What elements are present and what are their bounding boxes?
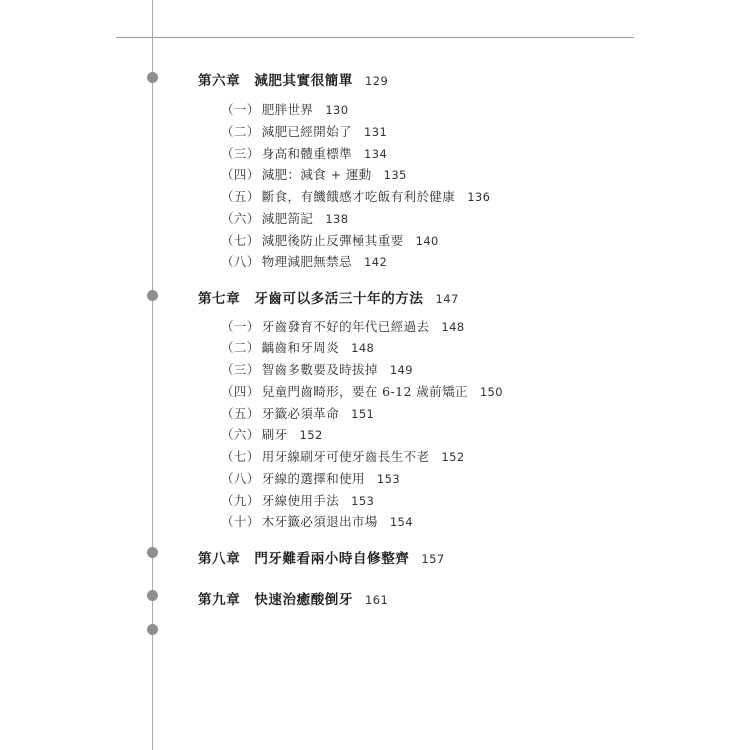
toc-entry[interactable] xyxy=(221,425,323,443)
toc-entry[interactable] xyxy=(221,144,387,162)
chapter-page: 129 xyxy=(365,74,389,88)
chapter-page: 161 xyxy=(365,593,389,607)
entry-index: （七） xyxy=(221,449,260,464)
entry-page: 149 xyxy=(389,363,413,377)
entry-index: （四） xyxy=(221,167,260,182)
chapter-title: 牙齒可以多活三十年的方法 xyxy=(254,291,424,307)
entry-page: 131 xyxy=(364,125,388,139)
entry-index: （一） xyxy=(221,319,260,334)
toc-entry[interactable] xyxy=(221,382,503,400)
toc-entry[interactable] xyxy=(221,231,439,249)
chapter-6-heading[interactable] xyxy=(198,69,388,89)
entry-index: （三） xyxy=(221,362,260,377)
toc-entry[interactable] xyxy=(221,360,413,378)
entry-title: 牙齒發育不好的年代已經過去 xyxy=(261,319,430,334)
entry-page: 153 xyxy=(351,494,375,508)
entry-title: 斷食，有饑餓感才吃飯有利於健康 xyxy=(261,189,456,204)
entry-title: 牙線的選擇和使用 xyxy=(261,471,365,486)
toc-entry[interactable] xyxy=(221,469,400,487)
chapter-number: 第九章 xyxy=(198,592,241,608)
entry-title: 齲齒和牙周炎 xyxy=(261,340,340,355)
entry-title: 牙線使用手法 xyxy=(261,493,340,508)
entry-page: 153 xyxy=(376,472,401,486)
entry-index: （八） xyxy=(221,254,260,269)
toc-entry[interactable] xyxy=(221,100,348,118)
chapter-title: 減肥其實很簡單 xyxy=(254,73,354,89)
entry-index: （六） xyxy=(221,211,260,226)
entry-index: （五） xyxy=(221,189,260,204)
entry-page: 151 xyxy=(351,407,375,421)
chapter-number: 第八章 xyxy=(198,551,241,567)
entry-page: 138 xyxy=(325,212,349,226)
entry-index: （五） xyxy=(221,406,260,421)
toc-entry[interactable] xyxy=(221,404,374,422)
entry-title: 牙籤必須革命 xyxy=(261,406,340,421)
entry-title: 減肥已經開始了 xyxy=(261,124,353,139)
entry-title: 刷牙 xyxy=(261,427,288,442)
chapter-number: 第七章 xyxy=(198,291,241,307)
toc-entry[interactable] xyxy=(221,512,413,530)
entry-index: （二） xyxy=(221,340,260,355)
chapter-page: 157 xyxy=(421,552,445,566)
entry-title: 減肥箚記 xyxy=(261,211,314,226)
chapter-8-heading[interactable] xyxy=(198,547,445,567)
chapter-number: 第六章 xyxy=(198,73,241,89)
entry-page: 136 xyxy=(467,190,491,204)
chapter-page: 147 xyxy=(435,292,459,306)
entry-page: 130 xyxy=(325,103,349,117)
entry-index: （九） xyxy=(221,493,260,508)
chapter-7-heading[interactable] xyxy=(198,287,459,307)
entry-title: 肥胖世界 xyxy=(261,102,314,117)
toc-entry[interactable] xyxy=(221,165,407,183)
entry-title: 身高和體重標準 xyxy=(261,146,353,161)
entry-title: 木牙籤必須退出市場 xyxy=(261,514,378,529)
entry-index: （四） xyxy=(221,384,260,399)
entry-page: 152 xyxy=(299,428,323,442)
toc-entry[interactable] xyxy=(221,317,465,335)
entry-title: 物理減肥無禁忌 xyxy=(261,254,353,269)
toc-entry[interactable] xyxy=(221,252,387,270)
toc-entry[interactable] xyxy=(221,447,465,465)
toc-entry[interactable] xyxy=(221,491,374,509)
toc-entry[interactable] xyxy=(221,209,348,227)
entry-index: （七） xyxy=(221,233,260,248)
entry-index: （二） xyxy=(221,124,260,139)
entry-page: 148 xyxy=(441,320,465,334)
entry-index: （三） xyxy=(221,146,260,161)
chapter-title: 門牙難看兩小時自修整齊 xyxy=(254,551,410,567)
entry-title: 減肥後防止反彈極其重要 xyxy=(261,233,404,248)
toc-entry[interactable] xyxy=(221,122,387,140)
entry-index: （十） xyxy=(221,514,260,529)
entry-index: （八） xyxy=(221,471,260,486)
entry-title: 智齒多數要及時拔掉 xyxy=(261,362,378,377)
chapter-9-heading[interactable] xyxy=(198,588,388,608)
entry-title: 減肥：減食 + 運動 xyxy=(261,167,372,182)
entry-index: （一） xyxy=(221,102,260,117)
entry-page: 135 xyxy=(383,168,407,182)
toc-entry[interactable] xyxy=(221,338,374,356)
entry-page: 150 xyxy=(479,385,503,399)
chapter-title: 快速治癒酸倒牙 xyxy=(254,592,354,608)
entry-page: 134 xyxy=(364,147,388,161)
entry-page: 140 xyxy=(415,234,439,248)
toc-entry[interactable] xyxy=(221,187,490,205)
entry-index: （六） xyxy=(221,427,260,442)
entry-title: 兒童門齒畸形，要在 6-12 歲前矯正 xyxy=(261,384,468,399)
entry-page: 152 xyxy=(441,450,465,464)
entry-page: 142 xyxy=(364,255,388,269)
entry-page: 154 xyxy=(389,515,413,529)
entry-title: 用牙線刷牙可使牙齒長生不老 xyxy=(261,449,430,464)
entry-page: 148 xyxy=(351,341,375,355)
